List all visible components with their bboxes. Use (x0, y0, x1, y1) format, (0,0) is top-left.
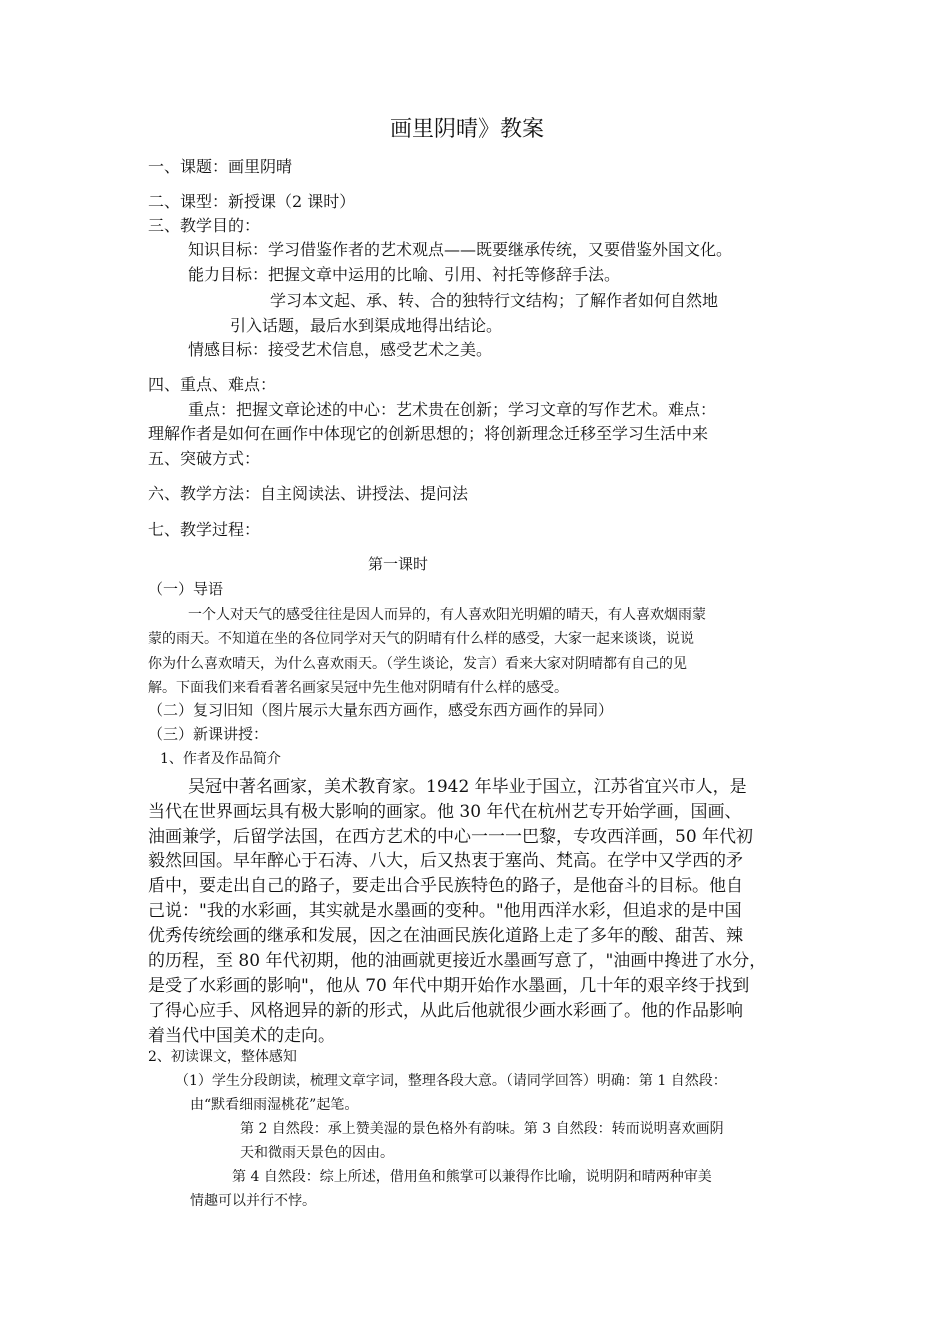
section-objectives-heading: 三、教学目的： (148, 216, 261, 235)
author-intro-line: 己说："我的水彩画，其实就是水墨画的变种。"他用西洋水彩，但追求的是中国 (148, 901, 742, 921)
sub2-line: 第 4 自然段：综上所述，借用鱼和熊掌可以兼得作比喻，说明阴和晴两种审美 (232, 1169, 712, 1185)
key-points-line1: 重点：把握文章论述的中心：艺术贵在创新；学习文章的写作艺术。难点： (188, 400, 717, 419)
author-intro-line: 油画兼学，后留学法国，在西方艺术的中心一一一巴黎，专攻西洋画，50 年代初 (148, 827, 754, 847)
part1-paragraph-line: 解。下面我们来看看著名画家吴冠中先生他对阴晴有什么样的感受。 (148, 680, 568, 696)
sub2-heading: 2、初读课文，整体感知 (148, 1049, 297, 1065)
objective-ability: 能力目标：把握文章中运用的比喻、引用、衬托等修辞手法。 (188, 265, 621, 284)
sub2-line: 第 2 自然段：承上赞美湿的景色格外有韵味。第 3 自然段：转而说明喜欢画阴 (240, 1121, 724, 1137)
author-intro-line: 的历程，至 80 年代初期，他的油画就更接近水墨画写意了，"油画中搀进了水分， (148, 951, 767, 971)
author-intro-line: 着当代中国美术的走向。 (148, 1026, 335, 1046)
objective-knowledge: 知识目标：学习借鉴作者的艺术观点——既要继承传统，又要借鉴外国文化。 (188, 240, 733, 259)
author-intro-line: 了得心应手、风格迥异的新的形式，从此后他就很少画水彩画了。他的作品影响 (148, 1001, 743, 1021)
section-key-points-heading: 四、重点、难点： (148, 375, 277, 394)
section-methods: 六、教学方法：自主阅读法、讲授法、提问法 (148, 484, 469, 503)
lesson-title: 第一课时 (368, 555, 429, 573)
key-points-line2: 理解作者是如何在画作中体现它的创新思想的；将创新理念迁移至学习生活中来 (148, 424, 709, 443)
part2-review: （二）复习旧知（图片展示大量东西方画作，感受东西方画作的异同） (148, 701, 614, 719)
sub2-line: （1）学生分段朗读，梳理文章字词，整理各段大意。（请同学回答）明确：第 1 自然段： (175, 1073, 727, 1089)
author-intro-line: 吴冠中著名画家，美术教育家。1942 年毕业于国立，江苏省宜兴市人，是 (188, 777, 747, 797)
part1-paragraph-line: 一个人对天气的感受往往是因人而异的，有人喜欢阳光明媚的晴天，有人喜欢烟雨蒙 (188, 607, 706, 623)
objective-emotion: 情感目标：接受艺术信息，感受艺术之美。 (188, 340, 493, 359)
section-topic: 一、课题：画里阴晴 (148, 157, 293, 176)
author-intro-line: 优秀传统绘画的继承和发展，因之在油画民族化道路上走了多年的酸、甜苦、辣 (148, 926, 743, 946)
objective-ability-line2: 学习本文起、承、转、合的独特行文结构；了解作者如何自然地 (270, 291, 719, 310)
author-intro-line: 当代在世界画坛具有极大影响的画家。他 30 年代在杭州艺专开始学画，国画、 (148, 802, 742, 822)
document-title: 画里阴晴》教案 (390, 117, 545, 142)
sub2-line: 情趣可以并行不悖。 (190, 1193, 316, 1209)
part1-paragraph-line: 你为什么喜欢晴天，为什么喜欢雨天。（学生谈论，发言）看来大家对阴晴都有自己的见 (148, 656, 687, 672)
author-intro-line: 是受了水彩画的影响"，他从 70 年代中期开始作水墨画，几十年的艰辛终于找到 (148, 976, 750, 996)
part3-heading: （三）新课讲授： (148, 725, 269, 743)
sub2-line: 天和微雨天景色的因由。 (240, 1145, 394, 1161)
section-lesson-type: 二、课型：新授课（2 课时） (148, 192, 356, 211)
sub1-heading: 1、作者及作品简介 (160, 751, 281, 767)
section-breakthrough: 五、突破方式： (148, 449, 261, 468)
part1-heading: （一）导语 (148, 580, 224, 598)
section-process: 七、教学过程： (148, 520, 261, 539)
part1-paragraph-line: 蒙的雨天。不知道在坐的各位同学对天气的阴晴有什么样的感受，大家一起来谈谈，说说 (148, 631, 694, 647)
author-intro-line: 毅然回国。早年醉心于石涛、八大，后又热衷于塞尚、梵高。在学中又学西的矛 (148, 851, 743, 871)
objective-ability-line3: 引入话题，最后水到渠成地得出结论。 (230, 316, 503, 335)
sub2-line: 由“默看细雨湿桃花”起笔。 (190, 1097, 359, 1113)
author-intro-line: 盾中，要走出自己的路子，要走出合乎民族特色的路子，是他奋斗的目标。他自 (148, 876, 743, 896)
